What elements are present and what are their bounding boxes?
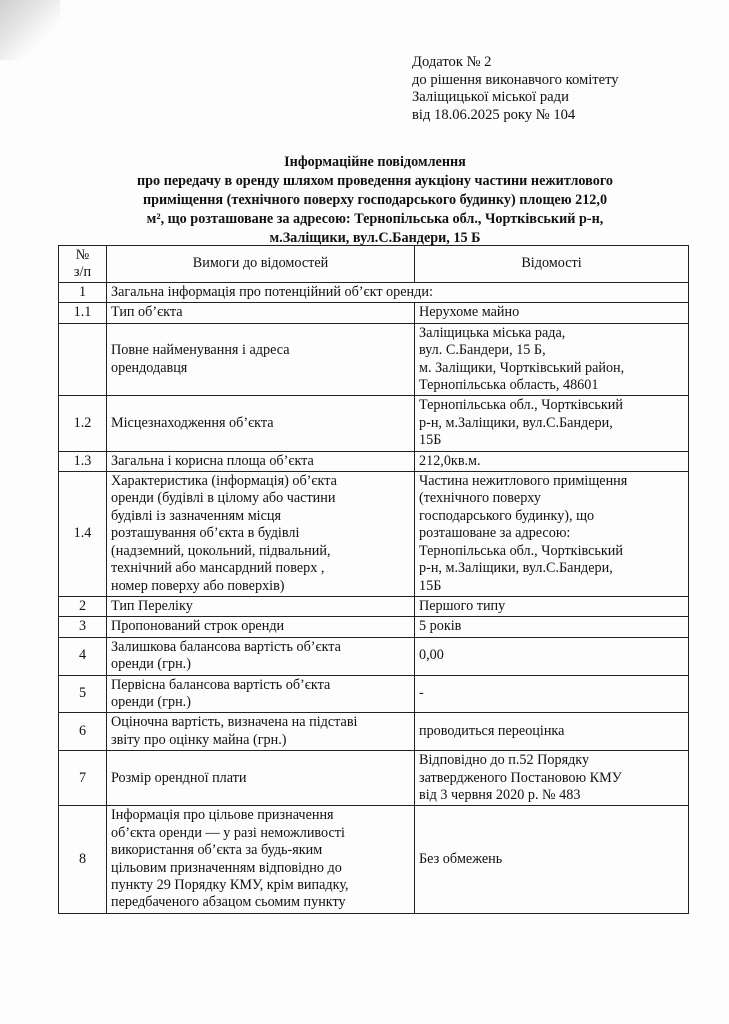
- table-row: [59, 451, 689, 471]
- value-line: Нерухоме майно: [419, 304, 520, 321]
- value-line: Тернопільська обл., Чортківський: [419, 397, 623, 414]
- info-table: [58, 245, 689, 914]
- requirement-line: (надземний, цокольний, підвальний,: [111, 542, 331, 559]
- value-line: р-н, м.Заліщики, вул.С.Бандери,: [419, 560, 613, 577]
- row-value: [415, 675, 689, 713]
- requirement-line: Розмір орендної плати: [111, 769, 247, 786]
- requirement-line: Місцезнаходження об’єкта: [111, 414, 274, 431]
- requirement-line: Тип Переліку: [111, 597, 193, 614]
- value-line: р-н, м.Заліщики, вул.С.Бандери,: [419, 414, 613, 431]
- requirement-line: використання об’єкта за будь-яким: [111, 842, 323, 859]
- header-number-symbol: №: [75, 247, 90, 263]
- heading-line: про передачу в оренду шляхом проведення аукціону частини нежитлового: [136, 173, 613, 189]
- row-value: [415, 323, 689, 396]
- requirement-line: пункту 29 Порядку КМУ, крім випадку,: [111, 877, 349, 893]
- requirement-line: об’єкта оренди — у разі неможливості: [111, 824, 345, 841]
- requirement-line: Залишкова балансова вартість об’єкта: [111, 638, 341, 655]
- value-line: -: [419, 685, 424, 702]
- row-requirement: [107, 323, 415, 396]
- requirement-line: Інформація про цільове призначення: [111, 807, 334, 824]
- header-number: [59, 246, 107, 283]
- table-header-row: [59, 246, 689, 283]
- row-number: 6: [59, 713, 107, 751]
- value-line: Першого типу: [419, 597, 506, 614]
- table-row: [59, 751, 689, 806]
- requirement-line: технічний або мансардний поверх ,: [111, 560, 325, 577]
- row-requirement: [107, 637, 415, 675]
- value-line: 15Б: [419, 432, 442, 449]
- row-requirement: [107, 396, 415, 451]
- row-number: 7: [59, 751, 107, 806]
- value-line: від 3 червня 2020 р. № 483: [419, 786, 581, 803]
- addendum-council: Заліщицької міської ради: [412, 89, 569, 105]
- row-number: 4: [59, 637, 107, 675]
- addendum-number: Додаток № 2: [412, 54, 492, 70]
- row-number: 1.2: [59, 396, 107, 451]
- row-number: 2: [59, 596, 107, 616]
- requirement-line: Загальна інформація про потенційний об’єкт оренди:: [111, 284, 433, 300]
- requirement-line: оренди (грн.): [111, 656, 191, 673]
- row-value: [415, 637, 689, 675]
- table-row: [59, 713, 689, 751]
- value-line: вул. С.Бандери, 15 Б,: [419, 342, 546, 359]
- value-line: розташоване за адресою:: [419, 525, 571, 542]
- row-number: 5: [59, 675, 107, 713]
- row-requirement: [107, 806, 415, 913]
- value-line: Тернопільська область, 48601: [419, 377, 599, 394]
- value-line: проводиться переоцінка: [419, 723, 565, 740]
- requirement-line: оренди (грн.): [111, 693, 191, 710]
- row-number: 8: [59, 806, 107, 913]
- value-line: 15Б: [419, 577, 442, 594]
- row-value: [415, 472, 689, 597]
- value-line: (технічного поверху: [419, 490, 541, 507]
- requirement-line: номер поверху або поверхів): [111, 577, 285, 594]
- row-number: 1.1: [59, 303, 107, 323]
- requirement-line: Загальна і корисна площа об’єкта: [111, 452, 314, 469]
- row-number: [59, 323, 107, 396]
- row-number: 1.4: [59, 472, 107, 597]
- requirement-line: оренди (будівлі в цілому або частини: [111, 490, 336, 507]
- row-value: [415, 713, 689, 751]
- requirement-line: орендодавця: [111, 359, 188, 376]
- requirement-line: Повне найменування і адреса: [111, 342, 290, 359]
- row-number: 3: [59, 617, 107, 637]
- row-requirement: [107, 596, 415, 616]
- requirement-line: передбаченого абзацом сьомим пункту: [111, 894, 346, 911]
- row-requirement: [107, 617, 415, 637]
- row-value: [415, 596, 689, 616]
- value-line: Без обмежень: [419, 850, 503, 867]
- table-row: [59, 283, 689, 303]
- header-requirements: Вимоги до відомостей: [107, 246, 415, 283]
- document-heading: [70, 153, 680, 248]
- row-requirement: [107, 283, 689, 303]
- heading-line: м², що розташоване за адресою: Тернопільська обл., Чортківський р-н,: [146, 211, 604, 227]
- table-row: [59, 472, 689, 597]
- value-line: 5 років: [419, 618, 462, 635]
- table-row: [59, 617, 689, 637]
- value-line: Тернопільська обл., Чортківський: [419, 542, 623, 559]
- requirement-line: Тип об’єкта: [111, 304, 183, 321]
- table-row: [59, 637, 689, 675]
- value-line: Відповідно до п.52 Порядку: [419, 752, 590, 769]
- value-line: Заліщицька міська рада,: [419, 324, 566, 341]
- table-row: [59, 396, 689, 451]
- heading-line: приміщення (технічного поверху господарського будинку) площею 212,0: [142, 192, 608, 208]
- row-value: [415, 303, 689, 323]
- table-body: [59, 283, 689, 914]
- row-value: [415, 751, 689, 806]
- value-line: м. Заліщики, Чортківський район,: [419, 359, 625, 376]
- addendum-block: [412, 54, 712, 124]
- value-line: 212,0кв.м.: [419, 452, 481, 469]
- heading-title: Інформаційне повідомлення: [284, 154, 466, 170]
- row-number: 1.3: [59, 451, 107, 471]
- requirement-line: будівлі із зазначенням місця: [111, 507, 282, 524]
- requirement-line: Пропонований строк оренди: [111, 618, 285, 635]
- requirement-line: Характеристика (інформація) об’єкта: [111, 473, 337, 490]
- table-row: [59, 596, 689, 616]
- value-line: затвердженого Постановою КМУ: [419, 769, 622, 786]
- row-number: 1: [59, 283, 107, 303]
- row-requirement: [107, 751, 415, 806]
- heading-line: м.Заліщики, вул.С.Бандери, 15 Б: [269, 230, 481, 246]
- row-value: [415, 396, 689, 451]
- addendum-decision: до рішення виконавчого комітету: [412, 71, 619, 88]
- addendum-date: від 18.06.2025 року № 104: [412, 106, 576, 123]
- row-requirement: [107, 472, 415, 597]
- requirement-line: Оціночна вартість, визначена на підставі: [111, 714, 358, 731]
- scan-corner-shadow: [0, 0, 60, 60]
- header-number-abbr: з/п: [73, 264, 92, 280]
- row-value: [415, 806, 689, 913]
- table-row: [59, 806, 689, 913]
- row-requirement: [107, 303, 415, 323]
- value-line: Частина нежитлового приміщення: [419, 473, 628, 490]
- row-value: [415, 451, 689, 471]
- row-value: [415, 617, 689, 637]
- requirement-line: розташування об’єкта в будівлі: [111, 525, 300, 542]
- value-line: господарського будинку), що: [419, 507, 595, 524]
- table-row: [59, 675, 689, 713]
- header-values: Відомості: [415, 246, 689, 283]
- requirement-line: звіту про оцінку майна (грн.): [111, 731, 287, 748]
- requirement-line: цільовим призначенням відповідно до: [111, 859, 342, 876]
- row-requirement: [107, 675, 415, 713]
- row-requirement: [107, 451, 415, 471]
- table-row: [59, 303, 689, 323]
- requirement-line: Первісна балансова вартість об’єкта: [111, 676, 331, 693]
- table-row: [59, 323, 689, 396]
- value-line: 0,00: [419, 647, 444, 664]
- row-requirement: [107, 713, 415, 751]
